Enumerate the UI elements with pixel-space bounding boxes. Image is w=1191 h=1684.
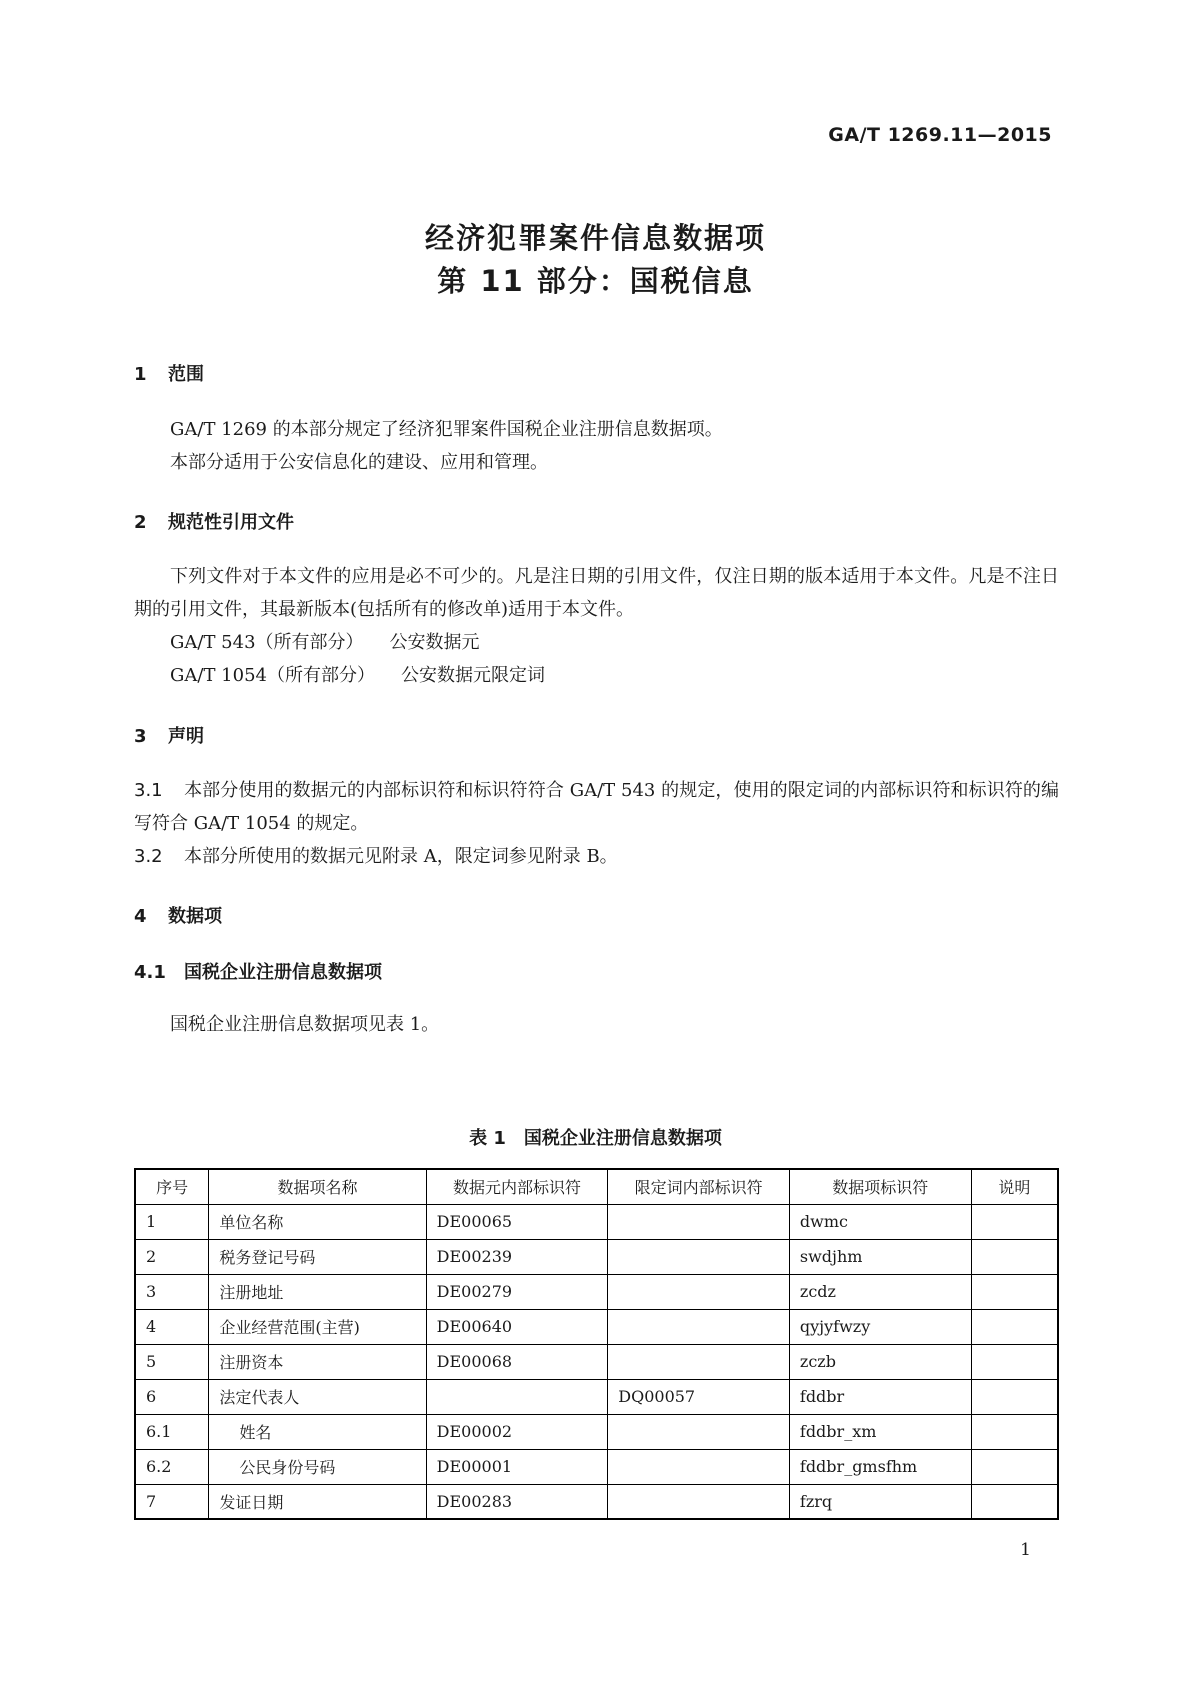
section-2-heading: [134, 508, 294, 534]
table-cell: 发证日期: [209, 1484, 426, 1519]
table-row: [135, 1449, 1058, 1484]
section-1-paragraph-1: GA/T 1269 的本部分规定了经济犯罪案件国税企业注册信息数据项。: [170, 419, 723, 440]
table-cell: 4: [135, 1309, 209, 1344]
table-row: [135, 1204, 1058, 1239]
reference-name: 公安数据元限定词: [400, 665, 545, 686]
clause-text: 本部分所使用的数据元见附录 A，限定词参见附录 B。: [184, 846, 618, 867]
section-number: 1: [134, 364, 147, 385]
subsection-title: 国税企业注册信息数据项: [184, 962, 382, 983]
normative-reference: [170, 659, 545, 692]
column-header: 说明: [971, 1169, 1058, 1204]
document-title-line1: 经济犯罪案件信息数据项: [424, 221, 766, 255]
table-cell: [608, 1274, 790, 1309]
table-cell: [971, 1309, 1058, 1344]
table-cell: fzrq: [789, 1484, 971, 1519]
clause-3-1: [134, 774, 1059, 840]
table-cell: [608, 1484, 790, 1519]
section-title: 数据项: [168, 906, 222, 927]
table-cell: 7: [135, 1484, 209, 1519]
table-cell: [608, 1309, 790, 1344]
table-cell: DQ00057: [608, 1379, 790, 1414]
table-cell: qyjyfwzy: [789, 1309, 971, 1344]
table-cell: [971, 1484, 1058, 1519]
table-cell: DE00239: [426, 1239, 608, 1274]
table-cell: 6.1: [135, 1414, 209, 1449]
table-cell: 注册资本: [209, 1344, 426, 1379]
normative-reference: [170, 626, 480, 659]
table-cell: fddbr_xm: [789, 1414, 971, 1449]
table-cell: swdjhm: [789, 1239, 971, 1274]
table-cell: 公民身份号码: [209, 1449, 426, 1484]
table-cell: DE00002: [426, 1414, 608, 1449]
table-row: [135, 1379, 1058, 1414]
table-cell: [971, 1449, 1058, 1484]
table-cell: [971, 1239, 1058, 1274]
section-3-heading: [134, 722, 204, 748]
table-cell: 6.2: [135, 1449, 209, 1484]
subsection-4-1-paragraph: 国税企业注册信息数据项见表 1。: [170, 1014, 440, 1035]
table-cell: DE00001: [426, 1449, 608, 1484]
section-4-heading: [134, 902, 222, 928]
section-1-paragraph-2: 本部分适用于公安信息化的建设、应用和管理。: [170, 452, 548, 473]
document-title-line2: 第 11 部分：国税信息: [437, 264, 754, 298]
section-number: 2: [134, 512, 147, 533]
page-number: 1: [1020, 1540, 1031, 1560]
column-header: 数据元内部标识符: [426, 1169, 608, 1204]
column-header: 数据项标识符: [789, 1169, 971, 1204]
column-header: 数据项名称: [209, 1169, 426, 1204]
table-caption: 表 1 国税企业注册信息数据项: [469, 1128, 722, 1149]
table-cell: [608, 1449, 790, 1484]
table-cell: [971, 1344, 1058, 1379]
table-cell: dwmc: [789, 1204, 971, 1239]
table-cell: 1: [135, 1204, 209, 1239]
table-cell: 企业经营范围(主营): [209, 1309, 426, 1344]
reference-name: 公安数据元: [389, 632, 480, 653]
table-cell: 法定代表人: [209, 1379, 426, 1414]
table-cell: [971, 1204, 1058, 1239]
section-title: 范围: [168, 364, 204, 385]
table-cell: 税务登记号码: [209, 1239, 426, 1274]
reference-code: GA/T 1054（所有部分）: [170, 665, 375, 686]
table-cell: [971, 1414, 1058, 1449]
table-cell: [426, 1379, 608, 1414]
clause-3-2: [134, 840, 1059, 873]
table-cell: 单位名称: [209, 1204, 426, 1239]
table-cell: [608, 1239, 790, 1274]
table-cell: 3: [135, 1274, 209, 1309]
table-cell: 注册地址: [209, 1274, 426, 1309]
table-cell: [608, 1204, 790, 1239]
clause-number: 3.1: [134, 780, 163, 801]
table-cell: [608, 1344, 790, 1379]
table-cell: 6: [135, 1379, 209, 1414]
section-1-heading: [134, 360, 204, 386]
table-cell: fddbr_gmsfhm: [789, 1449, 971, 1484]
standard-code: GA/T 1269.11—2015: [828, 124, 1052, 146]
table-header-row: [135, 1169, 1058, 1204]
table-row: [135, 1344, 1058, 1379]
section-title: 规范性引用文件: [168, 512, 294, 533]
section-2-paragraph: 下列文件对于本文件的应用是必不可少的。凡是注日期的引用文件，仅注日期的版本适用于本文件。凡是不注日期的引用文件，其最新版本(包括所有的修改单)适用于本文件。: [134, 566, 1059, 620]
table-cell: 5: [135, 1344, 209, 1379]
data-items-table: [134, 1168, 1059, 1520]
table-cell: 姓名: [209, 1414, 426, 1449]
section-title: 声明: [168, 726, 204, 747]
table-row: [135, 1484, 1058, 1519]
table-cell: DE00065: [426, 1204, 608, 1239]
section-number: 4: [134, 906, 147, 927]
table-row: [135, 1274, 1058, 1309]
table-cell: fddbr: [789, 1379, 971, 1414]
reference-code: GA/T 543（所有部分）: [170, 632, 364, 653]
table-cell: [971, 1379, 1058, 1414]
subsection-4-1-heading: [134, 958, 382, 984]
section-number: 3: [134, 726, 147, 747]
table-cell: DE00640: [426, 1309, 608, 1344]
clause-number: 3.2: [134, 846, 163, 867]
table-cell: [608, 1414, 790, 1449]
table-cell: zczb: [789, 1344, 971, 1379]
table-cell: 2: [135, 1239, 209, 1274]
table-cell: DE00068: [426, 1344, 608, 1379]
clause-text: 本部分使用的数据元的内部标识符和标识符符合 GA/T 543 的规定，使用的限定词的内部标识符和标识符的编写符合 GA/T 1054 的规定。: [134, 780, 1059, 834]
table-row: [135, 1414, 1058, 1449]
column-header: 序号: [135, 1169, 209, 1204]
column-header: 限定词内部标识符: [608, 1169, 790, 1204]
subsection-number: 4.1: [134, 962, 166, 983]
table-cell: zcdz: [789, 1274, 971, 1309]
table-row: [135, 1309, 1058, 1344]
table-cell: DE00279: [426, 1274, 608, 1309]
table-cell: [971, 1274, 1058, 1309]
table-cell: DE00283: [426, 1484, 608, 1519]
table-row: [135, 1239, 1058, 1274]
